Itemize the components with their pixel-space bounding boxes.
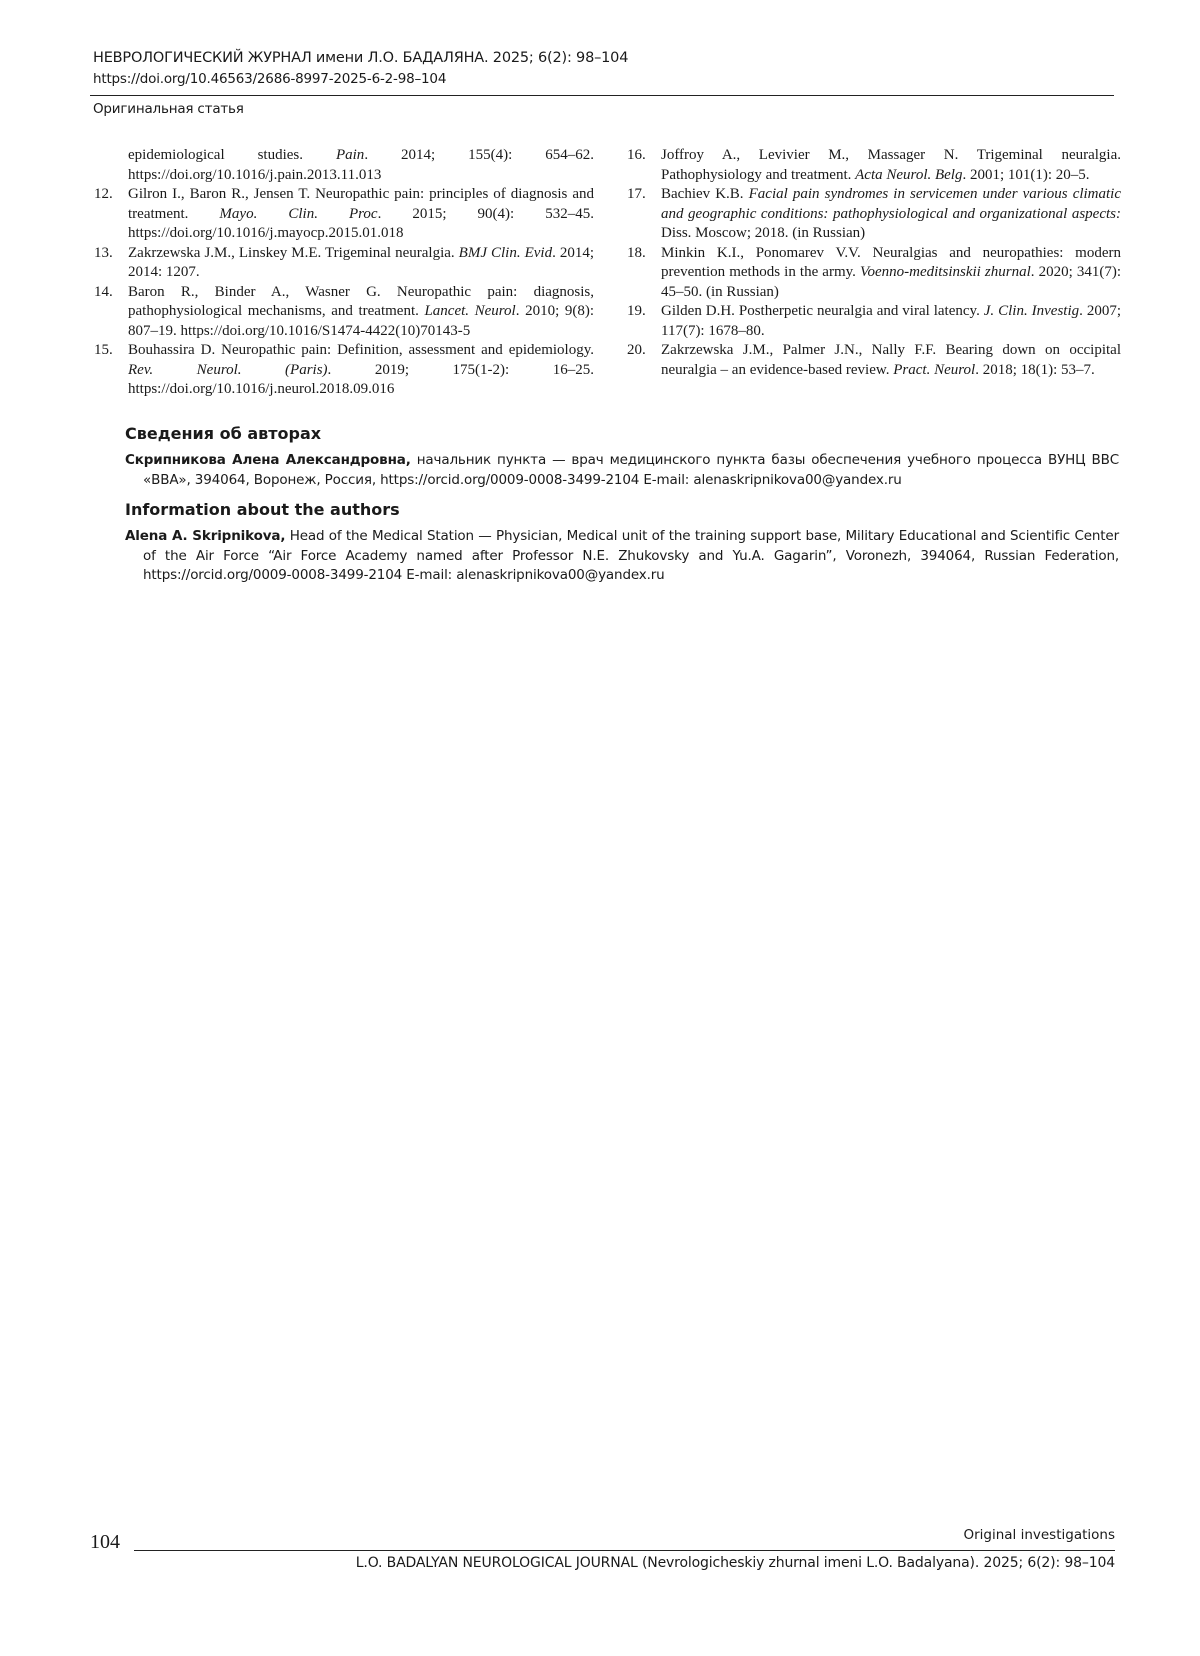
reference-text-segment: . 2020; 341(7): 45–50. (in Russian) xyxy=(661,264,1121,300)
reference-text xyxy=(128,244,594,283)
reference-text xyxy=(128,283,594,342)
reference-text xyxy=(661,341,1121,380)
reference-item xyxy=(627,185,1121,244)
reference-text xyxy=(661,146,1121,185)
reference-number: 12. xyxy=(94,186,113,202)
reference-text-segment: . 2010; 9(8): 807–19. https://doi.org/10.1016/S1474-4422(10)70143-5 xyxy=(128,303,594,339)
author-details-ru: начальник пункта — врач медицинского пункта базы обеспечения учебного процесса ВУНЦ ВВС «ВВА», 394064, Воронеж, Россия, https://orcid.org/0009-0008-3499-2104 E-mail: alenaskripnikova00@yandex.ru xyxy=(143,452,1119,488)
reference-item xyxy=(94,146,594,185)
author-entry-en xyxy=(125,527,1119,586)
reference-text-segment: . 2015; 90(4): 532–45. https://doi.org/10.1016/j.mayocp.2015.01.018 xyxy=(128,205,594,241)
authors-heading-ru: Сведения об авторах xyxy=(125,424,322,443)
references-left-column xyxy=(94,146,594,400)
reference-item xyxy=(94,185,594,244)
reference-source-title: Mayo. Clin. Proc xyxy=(219,205,378,222)
reference-text-segment: Gilden D.H. Postherpetic neuralgia and viral latency. xyxy=(661,303,984,319)
footer-article-type: Original investigations xyxy=(963,1527,1115,1543)
reference-text-segment: . 2014; 155(4): 654–62. https://doi.org/10.1016/j.pain.2013.11.013 xyxy=(128,147,594,183)
reference-text-segment: epidemiological studies. xyxy=(128,147,336,163)
reference-source-title: J. Clin. Investig xyxy=(983,303,1080,319)
reference-item xyxy=(94,341,594,400)
reference-text xyxy=(128,146,594,185)
reference-text-segment: . 2018; 18(1): 53–7. xyxy=(975,361,1095,378)
reference-text-segment: . 2019; 175(1-2): 16–25. https://doi.org/10.1016/j.neurol.2018.09.016 xyxy=(128,361,594,397)
reference-text-segment: . 2014; 2014: 1207. xyxy=(128,244,595,280)
author-details-en: Head of the Medical Station — Physician, Medical unit of the training support base, Military Educational and Scientific Center of the Air Force “Air Force Academy named after Professor N.E. Zhukovsky and Yu.A. Gagarin”, Voronezh, 394064, Russian Federation, https://orcid.org/0009-0008-3499-2104 E-mail: alenaskripnikova00@yandex.ru xyxy=(143,528,1119,583)
author-name-ru: Скрипникова Алена Александровна, xyxy=(125,452,411,468)
reference-text-segment: Joffroy A., Levivier M., Massager N. Trigeminal neuralgia. Pathophysiology and treatment. xyxy=(661,147,1121,183)
reference-source-title: Pain xyxy=(335,147,365,163)
reference-text xyxy=(128,185,594,244)
reference-text-segment: . 2001; 101(1): 20–5. xyxy=(962,166,1090,183)
article-type-label: Оригинальная статья xyxy=(93,101,244,117)
reference-source-title: BMJ Clin. Evid xyxy=(458,244,553,261)
authors-heading-en: Information about the authors xyxy=(125,500,400,519)
reference-number: 16. xyxy=(627,147,646,163)
reference-item xyxy=(627,302,1121,341)
reference-source-title: Pract. Neurol xyxy=(893,361,976,378)
reference-item xyxy=(627,146,1121,185)
reference-number: 18. xyxy=(627,244,646,261)
running-header-doi[interactable]: https://doi.org/10.46563/2686-8997-2025-6-2-98–104 xyxy=(93,71,447,87)
reference-text xyxy=(661,244,1121,303)
reference-item xyxy=(627,244,1121,303)
reference-text-segment: Zakrzewska J.M., Palmer J.N., Nally F.F. Bearing down on occipital neuralgia – an evidence-based review. xyxy=(661,342,1121,378)
reference-text-segment: Zakrzewska J.M., Linskey M.E. Trigeminal neuralgia. xyxy=(128,244,459,261)
reference-number: 14. xyxy=(94,283,113,300)
reference-text xyxy=(128,341,594,400)
reference-number: 19. xyxy=(627,303,646,319)
reference-text xyxy=(661,302,1121,341)
reference-source-title: Facial pain syndromes in servicemen under various climatic and geographic conditions: pathophysiological and organizational aspects: xyxy=(661,186,1122,222)
reference-number: 13. xyxy=(94,244,113,261)
reference-text-segment: Diss. Moscow; 2018. (in Russian) xyxy=(661,225,866,241)
reference-source-title: Lancet. Neurol xyxy=(424,303,516,319)
reference-source-title: Acta Neurol. Belg xyxy=(855,166,963,183)
references-right-column xyxy=(627,146,1121,380)
header-divider xyxy=(90,95,1114,96)
reference-text xyxy=(661,185,1121,244)
reference-text-segment: Gilron I., Baron R., Jensen T. Neuropathic pain: principles of diagnosis and treatment. xyxy=(128,186,594,222)
reference-text-segment: Baron R., Binder A., Wasner G. Neuropathic pain: diagnosis, pathophysiological mechanisms, and treatment. xyxy=(128,283,594,319)
footer-journal-citation: L.O. BADALYAN NEUROLOGICAL JOURNAL (Nevrologicheskiy zhurnal imeni L.O. Badalyana). 2025; 6(2): 98–104 xyxy=(355,1555,1115,1571)
reference-source-title: Voenno-meditsinskii zhurnal xyxy=(860,264,1031,280)
authors-section-en xyxy=(125,500,1119,586)
reference-source-title: Rev. Neurol. (Paris) xyxy=(128,361,328,378)
reference-number: 17. xyxy=(627,186,646,202)
running-header-journal: НЕВРОЛОГИЧЕСКИЙ ЖУРНАЛ имени Л.О. БАДАЛЯНА. 2025; 6(2): 98–104 xyxy=(93,50,629,66)
reference-text-segment: . 2007; 117(7): 1678–80. xyxy=(661,303,1121,339)
reference-text-segment: Minkin K.I., Ponomarev V.V. Neuralgias and neuropathies: modern prevention methods in the army. xyxy=(661,244,1121,280)
reference-text-segment: Bachiev K.B. xyxy=(661,186,749,202)
authors-section-ru xyxy=(125,424,1119,490)
footer-divider xyxy=(134,1550,1115,1551)
reference-number: 15. xyxy=(94,342,113,358)
reference-item xyxy=(94,244,594,283)
reference-text-segment: Bouhassira D. Neuropathic pain: Definition, assessment and epidemiology. xyxy=(128,342,594,358)
reference-item xyxy=(94,283,594,342)
author-name-en: Alena A. Skripnikova, xyxy=(125,528,286,544)
reference-item xyxy=(627,341,1121,380)
author-entry-ru xyxy=(125,451,1119,490)
reference-number: 20. xyxy=(627,342,646,358)
page-number: 104 xyxy=(90,1531,120,1553)
